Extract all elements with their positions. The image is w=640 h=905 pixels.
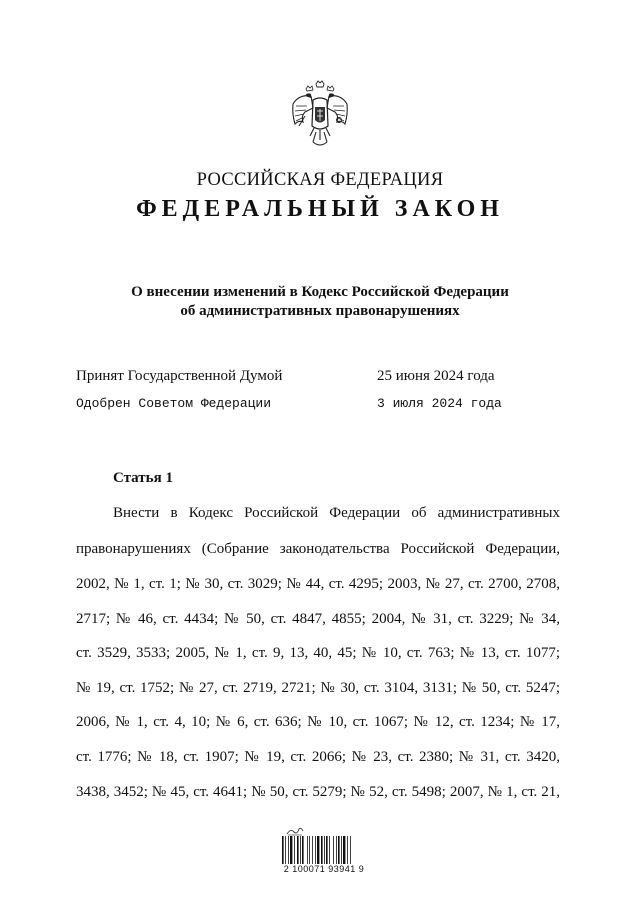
article-line: правонарушениях (Собрание законодательства Российской Федерации, — [76, 541, 560, 557]
article-title: Статья 1 — [113, 470, 173, 486]
barcode-icon — [281, 836, 359, 864]
article-line: № 19, ст. 1752; № 27, ст. 2719, 2721; № 30, ст. 3104, 3131; № 50, ст. 5247; — [76, 680, 560, 696]
article-line: 2002, № 1, ст. 1; № 30, ст. 3029; № 44, ст. 4295; 2003, № 27, ст. 2700, 2708, — [76, 576, 560, 592]
article-line: 3438, 3452; № 45, ст. 4641; № 50, ст. 5279; № 52, ст. 5498; 2007, № 1, ст. 21, — [76, 784, 560, 800]
article-line: Внести в Кодекс Российской Федерации об административных — [113, 505, 560, 521]
country-name: РОССИЙСКАЯ ФЕДЕРАЦИЯ — [196, 170, 444, 190]
adopted-by-duma-label: Принят Государственной Думой — [76, 368, 283, 384]
law-subject-line-2: об административных правонарушениях — [180, 303, 460, 319]
law-subject — [0, 283, 640, 321]
adopted-by-duma-date: 25 июня 2024 года — [377, 368, 495, 384]
article-line: 2717; № 46, ст. 4434; № 50, ст. 4847, 4855; 2004, № 31, ст. 3229; № 34, — [76, 611, 560, 627]
approved-by-council-label: Одобрен Советом Федерации — [76, 396, 272, 411]
russian-coat-of-arms-icon — [289, 80, 351, 152]
document-type-title: ФЕДЕРАЛЬНЫЙ ЗАКОН — [136, 196, 504, 222]
handwritten-mark-icon — [286, 826, 304, 836]
article-line: 2006, № 1, ст. 4, 10; № 6, ст. 636; № 10, ст. 1067; № 12, ст. 1234; № 17, — [76, 714, 560, 730]
article-line: ст. 3529, 3533; 2005, № 1, ст. 9, 13, 40, 45; № 10, ст. 763; № 13, ст. 1077; — [76, 645, 560, 661]
barcode-number: 2 100071 93941 9 — [283, 864, 365, 874]
law-subject-line-1: О внесении изменений в Кодекс Российской Федерации — [131, 284, 509, 300]
approved-by-council-date: 3 июля 2024 года — [377, 396, 502, 411]
article-line: ст. 1776; № 18, ст. 1907; № 19, ст. 2066; № 23, ст. 2380; № 31, ст. 3420, — [76, 749, 560, 765]
